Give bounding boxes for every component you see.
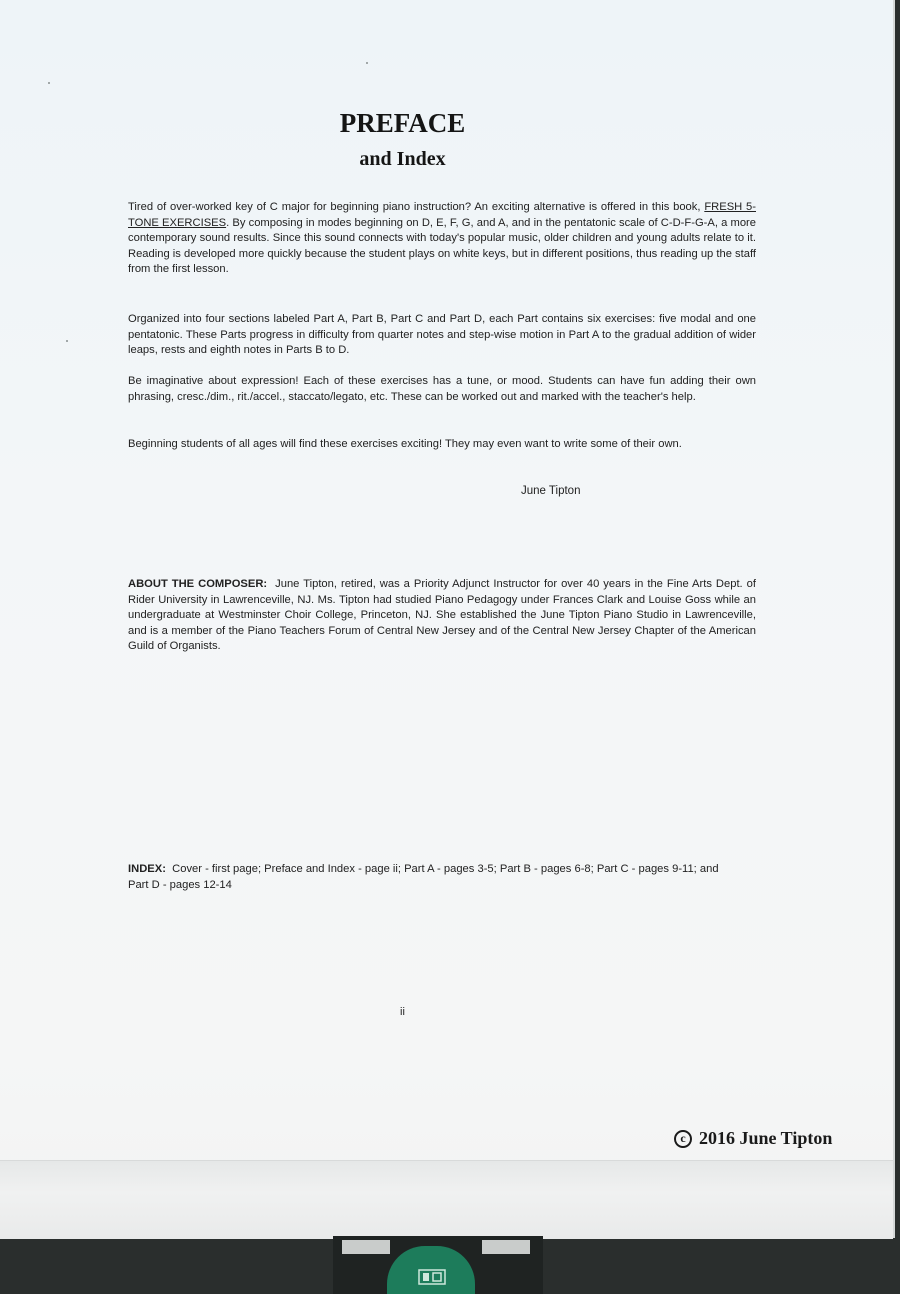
- copyright-notice: [674, 1128, 832, 1149]
- book-title: FRESH 5-TONE EXERCISES: [128, 201, 756, 229]
- copyright-text: 2016 June Tipton: [699, 1128, 833, 1148]
- about-composer-text: June Tipton, retired, was a Priority Adjunct Instructor for over 40 years in the Fine Arts Dept. of Rider University in Lawrenceville, NJ. Ms. Tipton had studied Piano Pedagogy under Frances Clark and Louise Goss while an undergraduate at Westminster Choir College, Princeton, NJ. She established the June Tipton Piano Studio in Lawrenceville, and is a member of the Piano Teachers Forum of Central New Jersey and of the Central New Jersey Chapter of the American Guild of Organists.: [128, 578, 756, 653]
- preface-paragraph-2: Organized into four sections labeled Part A, Part B, Part C and Part D, each Part contains six exercises: five modal and one pentatonic. These Parts progress in difficulty from quarter notes and step-wise motion in Part A to the gradual addition of wider leaps, rests and eighth notes in Parts B to D.: [128, 313, 756, 357]
- author-signature: June Tipton: [521, 485, 581, 497]
- about-composer-label: ABOUT THE COMPOSER:: [128, 578, 268, 590]
- scan-speck: [48, 82, 50, 84]
- scan-speck: [66, 340, 68, 342]
- index-section: [128, 862, 728, 893]
- clip-logo-icon: [418, 1268, 446, 1286]
- page-number: ii: [400, 1006, 405, 1018]
- index-label: INDEX:: [128, 863, 166, 875]
- preface-p1-start: Tired of over-worked key of C major for beginning piano instruction? An exciting alternative is offered in this book,: [128, 201, 705, 213]
- scan-speck: [366, 62, 368, 64]
- index-text: Cover - first page; Preface and Index - page ii; Part A - pages 3-5; Part B - pages 6-8; Part C - pages 9-11; and Part D - pages 12-14: [128, 863, 719, 891]
- preface-p1-end: . By composing in modes beginning on D, E, F, G, and A, and in the pentatonic scale of C-D-F-G-A, a more contemporary sound results. Since this sound connects with today's popular music, older children and young adults relate to it. Reading is developed more quickly because the student plays on white keys, but in different positions, thus reading up the staff from the first lesson.: [128, 216, 756, 276]
- scanner-clip-left: [342, 1240, 390, 1254]
- copyright-icon: c: [674, 1130, 692, 1148]
- preface-paragraph-3: Be imaginative about expression! Each of these exercises has a tune, or mood. Students can have fun adding their own phrasing, cresc./dim., rit./accel., staccato/legato, etc. These can be worked out and marked with the teacher's help.: [128, 375, 756, 403]
- page-title: PREFACE: [339, 108, 466, 138]
- scanner-clip-right: [482, 1240, 530, 1254]
- page-bottom-edge: [0, 1160, 893, 1239]
- page-subtitle: and Index: [359, 148, 446, 170]
- preface-paragraph-4: Beginning students of all ages will find these exercises exciting! They may even want to write some of their own.: [128, 438, 682, 450]
- preface-paragraph-1: [128, 200, 756, 278]
- about-composer-section: [128, 577, 756, 655]
